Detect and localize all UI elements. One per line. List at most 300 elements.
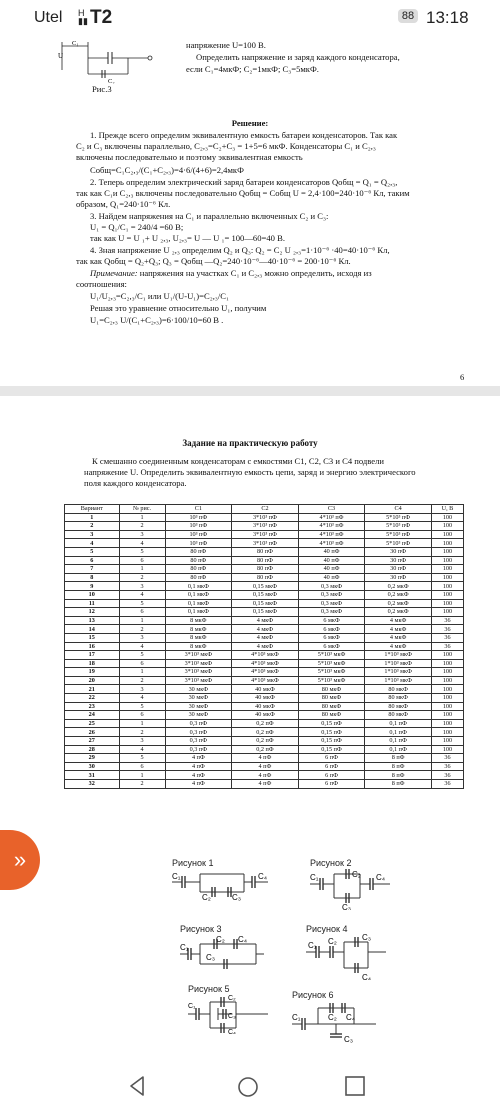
- table-cell: 3*10³ пФ: [232, 513, 299, 522]
- variant-cell: 32: [65, 780, 120, 789]
- table-row: [65, 771, 464, 780]
- table-cell: 100: [431, 539, 463, 548]
- solution-formula: Cобщ=C₁C₂,₃/(C₁+C₂,₃)=4·6/(4+6)=2,4мкФ: [90, 165, 244, 175]
- table-cell: 0,1 мкФ: [165, 599, 232, 608]
- table-cell: 0,2 мкФ: [365, 599, 432, 608]
- table-cell: 0,2 мкФ: [365, 608, 432, 617]
- table-row: [65, 702, 464, 711]
- figure-2: [310, 858, 390, 915]
- table-cell: 100: [431, 685, 463, 694]
- table-cell: 40 пФ: [298, 565, 365, 574]
- variant-cell: 12: [65, 608, 120, 617]
- variant-cell: 14: [65, 625, 120, 634]
- table-cell: 6: [119, 762, 165, 771]
- table-cell: 100: [431, 745, 463, 754]
- table-cell: 0,2 мкФ: [365, 582, 432, 591]
- label-c2: C₂: [216, 935, 225, 944]
- table-cell: 80 пФ: [165, 556, 232, 565]
- table-row: [65, 633, 464, 642]
- table-cell: 0,2 пФ: [232, 719, 299, 728]
- document-page-7: [0, 396, 500, 1061]
- table-row: [65, 616, 464, 625]
- circuit-1: [172, 868, 268, 902]
- table-cell: 1*10³ мкФ: [365, 651, 432, 660]
- solution-line: так как Qобщ = Q₂+Q₃; Q₃ = Qобщ —Q₂=240·10⁻⁶—40·10⁻⁶ = 200·10⁻⁶ Кл.: [76, 256, 351, 266]
- figure-6: [292, 990, 376, 1049]
- table-row: [65, 582, 464, 591]
- table-row: [65, 590, 464, 599]
- table-cell: 4 мкФ: [232, 633, 299, 642]
- figure-5: [188, 984, 268, 1039]
- table-cell: 3: [119, 633, 165, 642]
- figure-title: Рисунок 6: [292, 990, 334, 1000]
- table-row: [65, 719, 464, 728]
- table-cell: 5*10³ мкФ: [298, 659, 365, 668]
- label-c4: C₄: [362, 973, 372, 980]
- variants-table: [64, 504, 464, 789]
- table-cell: 30 пФ: [365, 565, 432, 574]
- table-cell: 6: [119, 608, 165, 617]
- table-cell: 40 мкФ: [232, 685, 299, 694]
- table-cell: 0,2 пФ: [232, 728, 299, 737]
- clock: 13:18: [426, 8, 469, 27]
- label-c1: C₁: [308, 941, 317, 950]
- table-cell: 4 пФ: [165, 780, 232, 789]
- table-cell: 100: [431, 711, 463, 720]
- label-c3: C₃: [232, 893, 242, 902]
- table-row: [65, 522, 464, 531]
- table-cell: 100: [431, 668, 463, 677]
- figure-title: Рисунок 4: [306, 924, 348, 934]
- variant-cell: 29: [65, 754, 120, 763]
- table-row: [65, 754, 464, 763]
- table-cell: 30 пФ: [365, 556, 432, 565]
- table-cell: 100: [431, 728, 463, 737]
- table-cell: 4*10³ мкФ: [232, 676, 299, 685]
- table-cell: 4: [119, 694, 165, 703]
- figure-1: [172, 858, 268, 907]
- figure-4: [306, 924, 386, 985]
- table-cell: 0,15 пФ: [298, 737, 365, 746]
- table-cell: 3*10³ пФ: [232, 530, 299, 539]
- solution-line: так как U = U ₁+ U ₂,₃, U₂,₃= U — U ₁= 100—60=40 В.: [90, 233, 286, 243]
- table-cell: 0,1 пФ: [365, 728, 432, 737]
- label-c4: C₄: [346, 1013, 356, 1022]
- table-cell: 8 мкФ: [165, 642, 232, 651]
- variant-cell: 2: [65, 522, 120, 531]
- column-header: U, B: [431, 505, 463, 514]
- table-row: [65, 513, 464, 522]
- table-cell: 0,3 мкФ: [298, 582, 365, 591]
- table-cell: 30 мкФ: [165, 711, 232, 720]
- variant-cell: 30: [65, 762, 120, 771]
- solution-line: C₂ и C₃ включены параллельно, C₂,₃=C₂+C₃ = 1+5=6 мкФ. Конденсаторы C₁ и C₂,₃: [76, 141, 376, 151]
- table-cell: 40 пФ: [298, 547, 365, 556]
- table-cell: 30 пФ: [365, 547, 432, 556]
- table-cell: 100: [431, 719, 463, 728]
- table-cell: 36: [431, 762, 463, 771]
- solution-line: 1. Прежде всего определим эквивалентную емкость батареи конденсаторов. Так как: [90, 130, 398, 140]
- table-cell: 2: [119, 676, 165, 685]
- table-row: [65, 625, 464, 634]
- table-cell: 6: [119, 711, 165, 720]
- table-cell: 0,1 пФ: [365, 719, 432, 728]
- table-cell: 40 пФ: [298, 573, 365, 582]
- table-cell: 3*10³ мкФ: [165, 651, 232, 660]
- label-c1: C₁: [172, 872, 181, 881]
- table-cell: 100: [431, 702, 463, 711]
- table-row: [65, 737, 464, 746]
- back-button[interactable]: [128, 1075, 148, 1097]
- circuit-3: [180, 934, 264, 970]
- table-cell: 30 мкФ: [165, 694, 232, 703]
- recents-icon: [346, 1077, 364, 1095]
- table-cell: 0,15 мкФ: [232, 599, 299, 608]
- figure-caption: Рис.3: [92, 84, 112, 94]
- variant-cell: 27: [65, 737, 120, 746]
- table-cell: 5*10³ мкФ: [298, 651, 365, 660]
- table-row: [65, 599, 464, 608]
- solution-line: образом, Q₁=240·10⁻⁶ Кл.: [76, 199, 171, 209]
- label-c1: C₁: [310, 873, 319, 882]
- note-line: [90, 268, 372, 278]
- system-navigation-bar: [0, 1061, 500, 1111]
- table-cell: 100: [431, 590, 463, 599]
- table-cell: 80 мкФ: [298, 685, 365, 694]
- table-cell: 30 пФ: [365, 573, 432, 582]
- variant-cell: 9: [65, 582, 120, 591]
- table-cell: 6 пФ: [298, 762, 365, 771]
- variant-cell: 3: [65, 530, 120, 539]
- table-row: [65, 608, 464, 617]
- table-row: [65, 745, 464, 754]
- carrier-name: Utel: [34, 9, 63, 26]
- table-cell: 3*10³ пФ: [232, 539, 299, 548]
- table-cell: 0,3 пФ: [165, 737, 232, 746]
- table-cell: 8 пФ: [365, 771, 432, 780]
- table-cell: 80 мкФ: [365, 702, 432, 711]
- table-cell: 3*10³ пФ: [232, 522, 299, 531]
- table-row: [65, 728, 464, 737]
- solution-line: так как C₁и C₂,₃ включены последовательно Qобщ = Cобщ U = 2,4·100=240·10⁻⁶ Кл, таким: [76, 188, 410, 198]
- task-intro-line: К смешанно соединенным конденсаторам с емкостями C1, C2, C3 и C4 подвели: [92, 456, 384, 466]
- table-cell: 80 мкФ: [298, 694, 365, 703]
- variant-cell: 31: [65, 771, 120, 780]
- table-cell: 4 пФ: [165, 754, 232, 763]
- column-header: C4: [365, 505, 432, 514]
- table-cell: 0,15 мкФ: [232, 590, 299, 599]
- table-cell: 100: [431, 659, 463, 668]
- table-cell: 6 мкФ: [298, 616, 365, 625]
- table-row: [65, 762, 464, 771]
- table-cell: 4*10³ мкФ: [232, 651, 299, 660]
- column-header: C1: [165, 505, 232, 514]
- solution-line: включены последовательно и поэтому эквивалентная емкость: [76, 152, 303, 162]
- label-c3: C₃: [228, 1013, 236, 1020]
- table-cell: 0,1 пФ: [365, 745, 432, 754]
- figure-label-u: U: [58, 52, 64, 60]
- table-row: [65, 711, 464, 720]
- table-cell: 3*10³ мкФ: [165, 668, 232, 677]
- table-cell: 40 пФ: [298, 556, 365, 565]
- table-cell: 0,1 мкФ: [165, 590, 232, 599]
- table-cell: 80 пФ: [165, 573, 232, 582]
- table-cell: 6 пФ: [298, 780, 365, 789]
- table-row: [65, 694, 464, 703]
- table-cell: 1: [119, 668, 165, 677]
- table-cell: 5: [119, 599, 165, 608]
- table-row: [65, 565, 464, 574]
- table-row: [65, 651, 464, 660]
- table-row: [65, 573, 464, 582]
- table-cell: 100: [431, 694, 463, 703]
- table-cell: 1*10³ мкФ: [365, 659, 432, 668]
- table-cell: 1*10³ мкФ: [365, 676, 432, 685]
- table-cell: 8 мкФ: [165, 616, 232, 625]
- figure-title: Рисунок 3: [180, 924, 222, 934]
- label-c2: C₂: [352, 870, 361, 879]
- equation-1: U₁/U₂,₃=C₂,₃/C₁ или U₁/(U-U₁)=C₂,₃/C₁: [90, 291, 229, 301]
- table-cell: 0,15 пФ: [298, 728, 365, 737]
- recents-button[interactable]: [344, 1075, 366, 1097]
- table-cell: 80 мкФ: [365, 685, 432, 694]
- table-cell: 4 пФ: [232, 780, 299, 789]
- table-cell: 0,2 пФ: [232, 737, 299, 746]
- table-cell: 36: [431, 616, 463, 625]
- task-title: Задание на практическую работу: [182, 438, 318, 448]
- table-cell: 3: [119, 737, 165, 746]
- table-cell: 0,15 мкФ: [232, 608, 299, 617]
- table-cell: 2: [119, 522, 165, 531]
- label-c3: C₃: [206, 953, 216, 962]
- figure-label-c1: C₁: [72, 40, 79, 47]
- table-cell: 4 мкФ: [365, 642, 432, 651]
- variant-cell: 8: [65, 573, 120, 582]
- solution-title: Решение:: [231, 118, 269, 128]
- document-page-6: [0, 36, 500, 386]
- column-header: № рис.: [119, 505, 165, 514]
- table-cell: 5*10³ мкФ: [298, 676, 365, 685]
- table-cell: 2: [119, 625, 165, 634]
- table-cell: 8 мкФ: [165, 633, 232, 642]
- table-cell: 4*10³ пФ: [298, 530, 365, 539]
- table-cell: 80 пФ: [165, 565, 232, 574]
- table-cell: 5*10³ пФ: [365, 539, 432, 548]
- table-cell: 0,15 пФ: [298, 719, 365, 728]
- equation-2: Решая это уравнение относительно U₁, получим: [90, 303, 267, 313]
- variant-cell: 4: [65, 539, 120, 548]
- variant-cell: 22: [65, 694, 120, 703]
- table-cell: 100: [431, 651, 463, 660]
- table-cell: 80 пФ: [165, 547, 232, 556]
- variant-cell: 18: [65, 659, 120, 668]
- table-cell: 2: [119, 780, 165, 789]
- table-cell: 0,3 пФ: [165, 745, 232, 754]
- figure-label-c2: C₂: [108, 78, 115, 84]
- table-cell: 3: [119, 530, 165, 539]
- back-icon: [131, 1077, 143, 1095]
- column-header: C3: [298, 505, 365, 514]
- table-cell: 0,3 мкФ: [298, 599, 365, 608]
- label-c3: C₃: [342, 903, 352, 910]
- table-cell: 6 мкФ: [298, 633, 365, 642]
- table-cell: 0,3 мкФ: [298, 608, 365, 617]
- label-c2: C₂: [328, 937, 337, 946]
- table-cell: 6 пФ: [298, 754, 365, 763]
- table-cell: 0,2 мкФ: [365, 590, 432, 599]
- note-text: напряжения на участках C₁ и C₂,₃ можно определить, исходя из: [137, 268, 372, 278]
- table-cell: 0,2 пФ: [232, 745, 299, 754]
- page-separator: [0, 386, 500, 396]
- battery-indicator: 88: [398, 9, 418, 23]
- table-cell: 0,1 мкФ: [165, 582, 232, 591]
- variant-cell: 10: [65, 590, 120, 599]
- table-cell: 8 пФ: [365, 762, 432, 771]
- table-cell: 36: [431, 633, 463, 642]
- header-line-2: Определить напряжение и заряд каждого конденсатора,: [196, 52, 400, 62]
- table-cell: 8 пФ: [365, 780, 432, 789]
- table-cell: 6: [119, 556, 165, 565]
- variant-cell: 17: [65, 651, 120, 660]
- table-cell: 100: [431, 522, 463, 531]
- table-cell: 4*10³ пФ: [298, 522, 365, 531]
- table-cell: 1: [119, 513, 165, 522]
- status-bar: [0, 0, 500, 36]
- table-cell: 0,1 пФ: [365, 737, 432, 746]
- label-c1: C₁: [188, 1003, 196, 1010]
- table-cell: 5: [119, 547, 165, 556]
- table-cell: 100: [431, 565, 463, 574]
- label-c1: C₁: [292, 1013, 301, 1022]
- home-button[interactable]: [236, 1075, 260, 1099]
- table-cell: 10³ пФ: [165, 522, 232, 531]
- variant-cell: 25: [65, 719, 120, 728]
- table-cell: 1: [119, 719, 165, 728]
- table-cell: 100: [431, 676, 463, 685]
- task-intro-line: напряжение U. Определить эквивалентную емкость цепи, заряд и энергию электрического: [84, 467, 416, 477]
- variant-cell: 7: [65, 565, 120, 574]
- network-name: T2: [90, 7, 113, 28]
- table-row: [65, 556, 464, 565]
- figure-title: Рисунок 2: [310, 858, 352, 868]
- table-cell: 36: [431, 754, 463, 763]
- table-row: [65, 659, 464, 668]
- variant-cell: 28: [65, 745, 120, 754]
- table-cell: 100: [431, 547, 463, 556]
- table-cell: 10³ пФ: [165, 539, 232, 548]
- signal-icon: H ▮▮: [78, 8, 88, 26]
- table-cell: 4*10³ мкФ: [232, 668, 299, 677]
- table-cell: 2: [119, 728, 165, 737]
- table-body: [65, 513, 464, 788]
- page-number: 6: [460, 372, 465, 382]
- label-c3: C₃: [344, 1035, 354, 1044]
- label-c4: C₄: [376, 873, 386, 882]
- table-cell: 100: [431, 513, 463, 522]
- table-cell: 4 мкФ: [232, 616, 299, 625]
- double-chevron-right-icon: »: [13, 847, 27, 872]
- table-cell: 36: [431, 780, 463, 789]
- table-cell: 4*10³ пФ: [298, 539, 365, 548]
- table-cell: 80 мкФ: [365, 711, 432, 720]
- table-cell: 4 мкФ: [232, 642, 299, 651]
- label-c2: C₂: [328, 1013, 337, 1022]
- table-cell: 1: [119, 565, 165, 574]
- table-cell: 4: [119, 642, 165, 651]
- table-row: [65, 685, 464, 694]
- table-cell: 30 мкФ: [165, 685, 232, 694]
- table-cell: 0,3 пФ: [165, 719, 232, 728]
- table-cell: 80 мкФ: [298, 702, 365, 711]
- circuit-2: [310, 868, 390, 910]
- table-cell: 5*10³ пФ: [365, 513, 432, 522]
- header-line-1: напряжение U=100 В.: [186, 40, 266, 50]
- figure-title: Рисунок 1: [172, 858, 214, 868]
- table-cell: 6 мкФ: [298, 642, 365, 651]
- table-cell: 4 пФ: [232, 771, 299, 780]
- variant-cell: 19: [65, 668, 120, 677]
- table-cell: 36: [431, 642, 463, 651]
- table-cell: 6: [119, 659, 165, 668]
- variant-cell: 20: [65, 676, 120, 685]
- table-cell: 4 мкФ: [365, 616, 432, 625]
- table-cell: 0,15 пФ: [298, 745, 365, 754]
- table-cell: 6 пФ: [298, 771, 365, 780]
- table-cell: 100: [431, 608, 463, 617]
- table-cell: 0,15 мкФ: [232, 582, 299, 591]
- table-row: [65, 780, 464, 789]
- table-cell: 4 пФ: [232, 754, 299, 763]
- table-cell: 3: [119, 685, 165, 694]
- table-cell: 100: [431, 599, 463, 608]
- table-cell: 4 пФ: [232, 762, 299, 771]
- header-line-3: если C₁=4мкФ; C₂=1мкФ; C₃=5мкФ.: [186, 64, 319, 74]
- table-cell: 40 мкФ: [232, 702, 299, 711]
- table-cell: 100: [431, 582, 463, 591]
- table-cell: 30 мкФ: [165, 702, 232, 711]
- table-cell: 4*10³ мкФ: [232, 659, 299, 668]
- variant-cell: 6: [65, 556, 120, 565]
- column-header: Вариант: [65, 505, 120, 514]
- variant-cell: 16: [65, 642, 120, 651]
- table-cell: 0,1 мкФ: [165, 608, 232, 617]
- label-c2: C₂: [202, 893, 211, 902]
- table-cell: 8 пФ: [365, 754, 432, 763]
- solution-line: 3. Найдем напряжения на C₁ и параллельно включенных C₂ и C₃:: [90, 211, 329, 221]
- variant-cell: 26: [65, 728, 120, 737]
- label-c2: C₂: [228, 995, 236, 1002]
- table-cell: 5*10³ мкФ: [298, 668, 365, 677]
- table-cell: 3: [119, 582, 165, 591]
- table-cell: 80 пФ: [232, 565, 299, 574]
- circuit-6: [292, 1000, 376, 1044]
- table-cell: 36: [431, 771, 463, 780]
- table-row: [65, 676, 464, 685]
- table-cell: 40 мкФ: [232, 711, 299, 720]
- table-cell: 80 пФ: [232, 556, 299, 565]
- variant-cell: 11: [65, 599, 120, 608]
- circuit-figure-3: [58, 36, 168, 84]
- solution-line: 2. Теперь определим электрический заряд батареи конденсаторов Qобщ = Q₁ = Q₂,₃,: [90, 177, 398, 187]
- variant-cell: 24: [65, 711, 120, 720]
- note-label: Примечание:: [90, 268, 138, 278]
- variant-cell: 23: [65, 702, 120, 711]
- circuit-4: [306, 934, 386, 980]
- table-cell: 0,3 мкФ: [298, 590, 365, 599]
- table-cell: 1: [119, 771, 165, 780]
- task-intro-line: поля каждого конденсатора.: [84, 478, 187, 488]
- table-row: [65, 642, 464, 651]
